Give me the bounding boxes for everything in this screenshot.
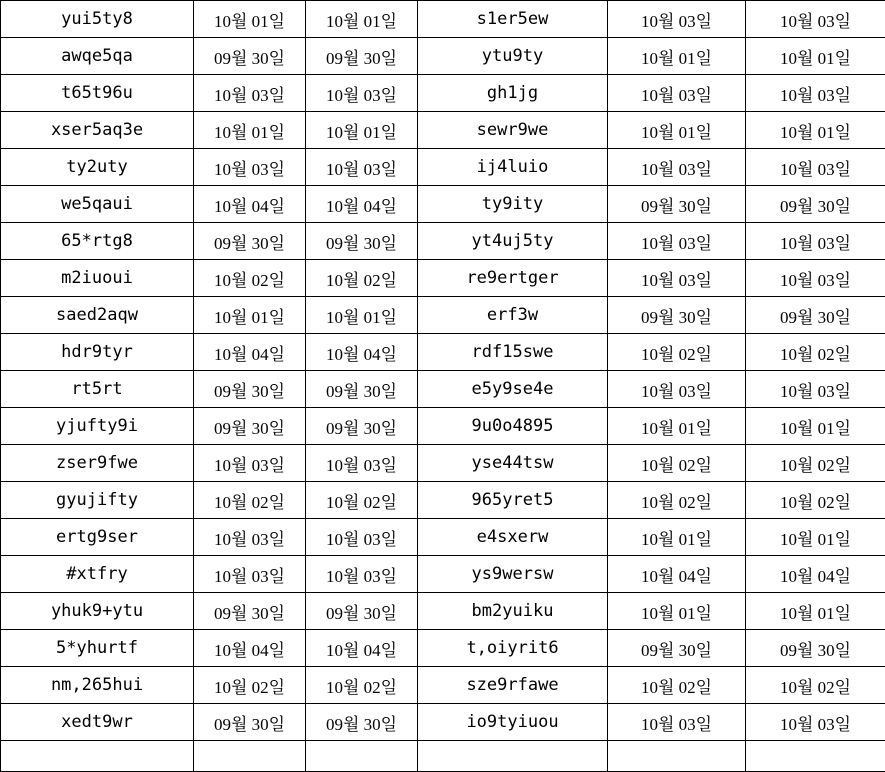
cell-code-a (1, 741, 194, 772)
cell-code-a: yjufty9i (1, 408, 194, 445)
cell-date-a1: 10월 03일 (194, 445, 306, 482)
cell-date-a2: 10월 03일 (306, 445, 418, 482)
cell-code-a: xser5aq3e (1, 112, 194, 149)
cell-code-b: io9tyiuou (418, 704, 608, 741)
cell-code-a: yui5ty8 (1, 1, 194, 38)
table-row (1, 297, 885, 334)
cell-code-b: ty9ity (418, 186, 608, 223)
cell-date-b1: 09월 30일 (608, 186, 746, 223)
table-row (1, 223, 885, 260)
cell-date-a2: 10월 03일 (306, 149, 418, 186)
table-row (1, 186, 885, 223)
cell-date-b2 (746, 741, 885, 772)
cell-date-b1: 10월 03일 (608, 260, 746, 297)
cell-date-a1: 10월 02일 (194, 482, 306, 519)
table-row (1, 445, 885, 482)
cell-date-b2: 10월 03일 (746, 75, 885, 112)
cell-code-a: nm,265hui (1, 667, 194, 704)
cell-date-b1: 09월 30일 (608, 630, 746, 667)
cell-date-a2: 10월 03일 (306, 75, 418, 112)
cell-date-a1: 10월 03일 (194, 75, 306, 112)
cell-date-b1: 10월 01일 (608, 38, 746, 75)
cell-date-b1: 10월 01일 (608, 519, 746, 556)
cell-date-b1: 10월 04일 (608, 556, 746, 593)
cell-code-b: e4sxerw (418, 519, 608, 556)
cell-date-b1: 10월 02일 (608, 482, 746, 519)
table-row (1, 75, 885, 112)
cell-date-a2: 09월 30일 (306, 408, 418, 445)
cell-date-a1: 09월 30일 (194, 223, 306, 260)
cell-date-a1: 10월 04일 (194, 630, 306, 667)
table-row (1, 556, 885, 593)
cell-date-b1: 10월 02일 (608, 334, 746, 371)
cell-date-b2: 10월 04일 (746, 556, 885, 593)
table-row (1, 482, 885, 519)
cell-date-b1: 10월 01일 (608, 112, 746, 149)
cell-date-a1: 09월 30일 (194, 593, 306, 630)
cell-code-b: bm2yuiku (418, 593, 608, 630)
cell-date-a1: 10월 02일 (194, 667, 306, 704)
cell-code-b (418, 741, 608, 772)
cell-date-b1: 10월 03일 (608, 371, 746, 408)
cell-code-a: hdr9tyr (1, 334, 194, 371)
table-row (1, 149, 885, 186)
cell-date-a2: 10월 04일 (306, 334, 418, 371)
cell-date-a2: 10월 03일 (306, 556, 418, 593)
cell-code-a: xedt9wr (1, 704, 194, 741)
cell-date-b2: 10월 03일 (746, 260, 885, 297)
table-row (1, 593, 885, 630)
cell-date-a1: 09월 30일 (194, 371, 306, 408)
cell-date-b2: 09월 30일 (746, 186, 885, 223)
cell-date-a1: 10월 03일 (194, 519, 306, 556)
table-row (1, 408, 885, 445)
cell-date-a2: 10월 02일 (306, 482, 418, 519)
cell-date-b2: 10월 03일 (746, 704, 885, 741)
cell-date-b2: 09월 30일 (746, 630, 885, 667)
cell-date-a1: 10월 01일 (194, 1, 306, 38)
cell-code-b: ij4luio (418, 149, 608, 186)
cell-date-b2: 10월 01일 (746, 38, 885, 75)
cell-code-b: rdf15swe (418, 334, 608, 371)
cell-date-a2: 09월 30일 (306, 593, 418, 630)
cell-date-b2: 10월 02일 (746, 482, 885, 519)
cell-date-a2: 10월 04일 (306, 630, 418, 667)
cell-code-a: awqe5qa (1, 38, 194, 75)
cell-date-b1: 09월 30일 (608, 297, 746, 334)
cell-code-a: rt5rt (1, 371, 194, 408)
cell-date-b1: 10월 01일 (608, 593, 746, 630)
cell-code-b: s1er5ew (418, 1, 608, 38)
cell-date-b1: 10월 02일 (608, 667, 746, 704)
cell-date-a1: 09월 30일 (194, 38, 306, 75)
cell-date-b2: 10월 01일 (746, 112, 885, 149)
cell-code-b: erf3w (418, 297, 608, 334)
cell-date-b2: 09월 30일 (746, 297, 885, 334)
table-row (1, 112, 885, 149)
cell-date-a2: 10월 02일 (306, 667, 418, 704)
cell-date-a1: 09월 30일 (194, 408, 306, 445)
cell-date-b2: 10월 01일 (746, 408, 885, 445)
table-row (1, 38, 885, 75)
cell-date-b2: 10월 03일 (746, 371, 885, 408)
table-row (1, 704, 885, 741)
table-row (1, 741, 885, 772)
cell-date-a1: 10월 03일 (194, 149, 306, 186)
cell-date-b1 (608, 741, 746, 772)
cell-date-a1: 09월 30일 (194, 704, 306, 741)
cell-date-b2: 10월 02일 (746, 445, 885, 482)
cell-code-a: ertg9ser (1, 519, 194, 556)
cell-date-a2: 10월 02일 (306, 260, 418, 297)
cell-date-a2: 10월 03일 (306, 519, 418, 556)
cell-date-b2: 10월 03일 (746, 149, 885, 186)
cell-code-b: t,oiyrit6 (418, 630, 608, 667)
cell-date-a1 (194, 741, 306, 772)
cell-code-a: m2iuoui (1, 260, 194, 297)
cell-code-a: yhuk9+ytu (1, 593, 194, 630)
cell-code-a: we5qaui (1, 186, 194, 223)
cell-date-a2: 10월 01일 (306, 1, 418, 38)
cell-code-a: t65t96u (1, 75, 194, 112)
cell-date-a2: 09월 30일 (306, 371, 418, 408)
cell-code-a: gyujifty (1, 482, 194, 519)
cell-date-b1: 10월 03일 (608, 149, 746, 186)
cell-date-a2: 09월 30일 (306, 38, 418, 75)
cell-date-b2: 10월 01일 (746, 519, 885, 556)
cell-code-b: e5y9se4e (418, 371, 608, 408)
cell-code-b: sewr9we (418, 112, 608, 149)
cell-code-a: saed2aqw (1, 297, 194, 334)
cell-date-b2: 10월 01일 (746, 593, 885, 630)
cell-code-a: 5*yhurtf (1, 630, 194, 667)
cell-date-a2 (306, 741, 418, 772)
cell-date-b1: 10월 03일 (608, 704, 746, 741)
cell-date-b2: 10월 02일 (746, 334, 885, 371)
table-row (1, 334, 885, 371)
cell-date-a1: 10월 04일 (194, 334, 306, 371)
cell-date-a2: 09월 30일 (306, 704, 418, 741)
table-row (1, 371, 885, 408)
cell-code-b: yse44tsw (418, 445, 608, 482)
cell-date-b2: 10월 03일 (746, 223, 885, 260)
cell-date-a1: 10월 01일 (194, 297, 306, 334)
cell-code-b: ys9wersw (418, 556, 608, 593)
cell-date-a1: 10월 02일 (194, 260, 306, 297)
cell-date-a2: 10월 01일 (306, 112, 418, 149)
cell-code-a: 65*rtg8 (1, 223, 194, 260)
cell-code-a: #xtfry (1, 556, 194, 593)
table-row (1, 1, 885, 38)
table-row (1, 630, 885, 667)
cell-code-b: 965yret5 (418, 482, 608, 519)
cell-date-a2: 09월 30일 (306, 223, 418, 260)
cell-date-b1: 10월 02일 (608, 445, 746, 482)
cell-date-a1: 10월 03일 (194, 556, 306, 593)
cell-date-b2: 10월 02일 (746, 667, 885, 704)
cell-code-b: yt4uj5ty (418, 223, 608, 260)
cell-code-a: ty2uty (1, 149, 194, 186)
cell-code-b: ytu9ty (418, 38, 608, 75)
cell-code-b: sze9rfawe (418, 667, 608, 704)
cell-date-b1: 10월 03일 (608, 75, 746, 112)
cell-code-b: re9ertger (418, 260, 608, 297)
table-row (1, 260, 885, 297)
cell-date-b2: 10월 03일 (746, 1, 885, 38)
cell-date-a2: 10월 04일 (306, 186, 418, 223)
cell-code-b: gh1jg (418, 75, 608, 112)
table-row (1, 667, 885, 704)
cell-date-b1: 10월 03일 (608, 1, 746, 38)
cell-date-b1: 10월 03일 (608, 223, 746, 260)
table-body (1, 1, 885, 772)
cell-code-a: zser9fwe (1, 445, 194, 482)
cell-date-a2: 10월 01일 (306, 297, 418, 334)
cell-date-b1: 10월 01일 (608, 408, 746, 445)
cell-date-a1: 10월 01일 (194, 112, 306, 149)
cell-date-a1: 10월 04일 (194, 186, 306, 223)
cell-code-b: 9u0o4895 (418, 408, 608, 445)
table-row (1, 519, 885, 556)
